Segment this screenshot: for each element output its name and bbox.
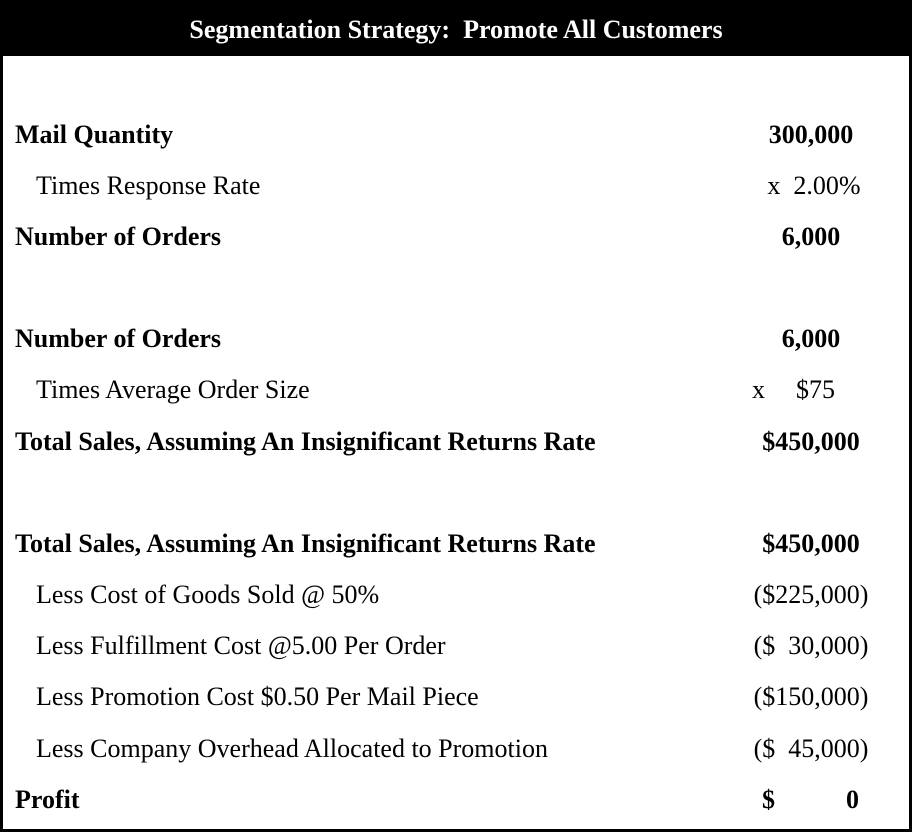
- response-rate-row: [3, 160, 909, 211]
- profit-value: 0: [846, 785, 859, 814]
- orders-value-1: 6,000: [781, 222, 841, 251]
- fulfillment-value: ($ 30,000): [753, 631, 869, 660]
- cogs-value: ($225,000): [753, 580, 869, 609]
- promotion-value: ($150,000): [753, 682, 869, 711]
- fulfillment-label: Less Fulfillment Cost @5.00 Per Order: [36, 631, 446, 660]
- total-sales-label-2: Total Sales, Assuming An Insignificant Returns Rate: [15, 529, 596, 558]
- total-sales-value-1: $450,000: [762, 427, 860, 456]
- total-sales-row-1: [3, 416, 909, 467]
- total-sales-label-1: Total Sales, Assuming An Insignificant Returns Rate: [15, 427, 596, 456]
- overhead-value: ($ 45,000): [753, 734, 869, 763]
- orders-label-1: Number of Orders: [15, 222, 222, 251]
- total-sales-value-2: $450,000: [762, 529, 860, 558]
- orders-label-2: Number of Orders: [15, 324, 222, 353]
- mail-quantity-row: [3, 109, 909, 160]
- avg-order-operator: x: [752, 375, 765, 404]
- avg-order-label: Times Average Order Size: [36, 375, 310, 404]
- profit-row: [3, 774, 909, 825]
- response-rate-value: x 2.00%: [767, 171, 861, 200]
- cogs-row: [3, 569, 909, 620]
- mail-quantity-label: Mail Quantity: [15, 120, 174, 149]
- overhead-row: [3, 723, 909, 774]
- mail-quantity-value: 300,000: [768, 120, 854, 149]
- orders-value-2: 6,000: [781, 324, 841, 353]
- avg-order-row: [3, 364, 909, 415]
- promotion-row: [3, 671, 909, 722]
- profit-label: Profit: [15, 785, 80, 814]
- orders-row-1: [3, 211, 909, 262]
- fulfillment-row: [3, 620, 909, 671]
- orders-row-2: [3, 313, 909, 364]
- promotion-label: Less Promotion Cost $0.50 Per Mail Piece: [36, 682, 479, 711]
- avg-order-value: $75: [796, 375, 835, 404]
- response-rate-label: Times Response Rate: [36, 171, 261, 200]
- profit-currency: $: [762, 785, 775, 814]
- total-sales-row-2: [3, 518, 909, 569]
- overhead-label: Less Company Overhead Allocated to Promotion: [36, 734, 548, 763]
- table-title: Segmentation Strategy: Promote All Customers: [3, 3, 909, 56]
- cogs-label: Less Cost of Goods Sold @ 50%: [36, 580, 380, 609]
